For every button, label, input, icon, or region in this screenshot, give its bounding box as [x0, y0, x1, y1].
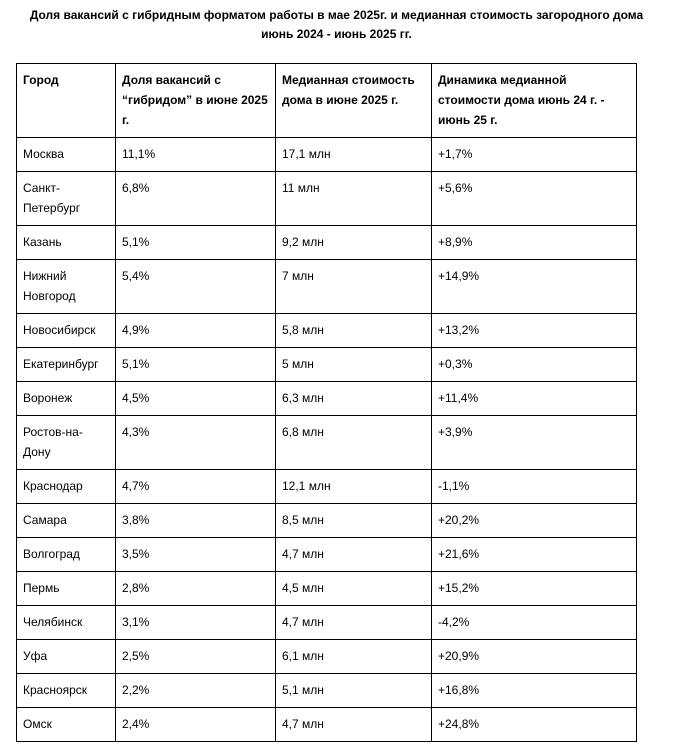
cell-city: Москва: [17, 138, 116, 172]
cell-median-price: 6,1 млн: [276, 640, 432, 674]
cell-price-dynamics: +15,2%: [432, 572, 637, 606]
cell-city: Воронеж: [17, 382, 116, 416]
cell-median-price: 8,5 млн: [276, 504, 432, 538]
cell-median-price: 6,8 млн: [276, 416, 432, 470]
cell-median-price: 4,7 млн: [276, 708, 432, 742]
cell-median-price: 4,7 млн: [276, 606, 432, 640]
cell-city: Новосибирск: [17, 314, 116, 348]
table-row: [17, 504, 637, 538]
cell-hybrid-share: 3,8%: [116, 504, 276, 538]
cell-median-price: 17,1 млн: [276, 138, 432, 172]
table-row: [17, 640, 637, 674]
cell-hybrid-share: 2,2%: [116, 674, 276, 708]
cell-median-price: 4,7 млн: [276, 538, 432, 572]
header-price-dynamics: Динамика медианной стоимости дома июнь 24 г. - июнь 25 г.: [432, 64, 637, 138]
cell-hybrid-share: 4,3%: [116, 416, 276, 470]
table-row: [17, 470, 637, 504]
cell-price-dynamics: +3,9%: [432, 416, 637, 470]
cell-median-price: 4,5 млн: [276, 572, 432, 606]
cell-price-dynamics: +21,6%: [432, 538, 637, 572]
header-hybrid-share: Доля вакансий с “гибридом” в июне 2025 г.: [116, 64, 276, 138]
cell-median-price: 9,2 млн: [276, 226, 432, 260]
table-row: [17, 172, 637, 226]
table-row: [17, 138, 637, 172]
cell-hybrid-share: 11,1%: [116, 138, 276, 172]
cell-city: Красноярск: [17, 674, 116, 708]
cell-city: Омск: [17, 708, 116, 742]
cell-price-dynamics: +13,2%: [432, 314, 637, 348]
table-row: [17, 348, 637, 382]
cell-price-dynamics: +14,9%: [432, 260, 637, 314]
cell-hybrid-share: 2,8%: [116, 572, 276, 606]
table-row: [17, 572, 637, 606]
table-row: [17, 226, 637, 260]
cell-price-dynamics: +8,9%: [432, 226, 637, 260]
cell-city: Краснодар: [17, 470, 116, 504]
document-title: [0, 6, 673, 44]
header-row: [17, 64, 637, 138]
cell-median-price: 6,3 млн: [276, 382, 432, 416]
cell-price-dynamics: -4,2%: [432, 606, 637, 640]
cell-hybrid-share: 2,4%: [116, 708, 276, 742]
title-line-2: июнь 2024 - июнь 2025 гг.: [261, 27, 412, 41]
cell-hybrid-share: 3,1%: [116, 606, 276, 640]
cell-hybrid-share: 5,1%: [116, 226, 276, 260]
cell-hybrid-share: 6,8%: [116, 172, 276, 226]
cell-hybrid-share: 5,1%: [116, 348, 276, 382]
table-row: [17, 674, 637, 708]
cell-median-price: 5 млн: [276, 348, 432, 382]
cell-city: Челябинск: [17, 606, 116, 640]
cell-hybrid-share: 2,5%: [116, 640, 276, 674]
cell-hybrid-share: 4,5%: [116, 382, 276, 416]
header-city: Город: [17, 64, 116, 138]
cell-city: Санкт-Петербург: [17, 172, 116, 226]
table-row: [17, 606, 637, 640]
cell-median-price: 12,1 млн: [276, 470, 432, 504]
cell-city: Волгоград: [17, 538, 116, 572]
cell-city: Ростов-на-Дону: [17, 416, 116, 470]
cell-price-dynamics: +20,9%: [432, 640, 637, 674]
header-median-price: Медианная стоимость дома в июне 2025 г.: [276, 64, 432, 138]
data-table: [16, 63, 637, 742]
cell-price-dynamics: +20,2%: [432, 504, 637, 538]
table-row: [17, 260, 637, 314]
cell-median-price: 5,1 млн: [276, 674, 432, 708]
table-row: [17, 538, 637, 572]
title-line-1: Доля вакансий с гибридным форматом работы в мае 2025г. и медианная стоимость загородного дома: [29, 8, 644, 22]
cell-median-price: 11 млн: [276, 172, 432, 226]
cell-price-dynamics: +24,8%: [432, 708, 637, 742]
cell-price-dynamics: +1,7%: [432, 138, 637, 172]
cell-hybrid-share: 3,5%: [116, 538, 276, 572]
cell-price-dynamics: +0,3%: [432, 348, 637, 382]
cell-city: Нижний Новгород: [17, 260, 116, 314]
table-row: [17, 314, 637, 348]
table-row: [17, 416, 637, 470]
cell-price-dynamics: +5,6%: [432, 172, 637, 226]
cell-city: Пермь: [17, 572, 116, 606]
cell-median-price: 5,8 млн: [276, 314, 432, 348]
cell-city: Казань: [17, 226, 116, 260]
cell-city: Екатеринбург: [17, 348, 116, 382]
table-row: [17, 382, 637, 416]
cell-city: Самара: [17, 504, 116, 538]
cell-price-dynamics: -1,1%: [432, 470, 637, 504]
cell-price-dynamics: +11,4%: [432, 382, 637, 416]
cell-price-dynamics: +16,8%: [432, 674, 637, 708]
table-row: [17, 708, 637, 742]
cell-median-price: 7 млн: [276, 260, 432, 314]
cell-hybrid-share: 5,4%: [116, 260, 276, 314]
cell-city: Уфа: [17, 640, 116, 674]
cell-hybrid-share: 4,7%: [116, 470, 276, 504]
cell-hybrid-share: 4,9%: [116, 314, 276, 348]
